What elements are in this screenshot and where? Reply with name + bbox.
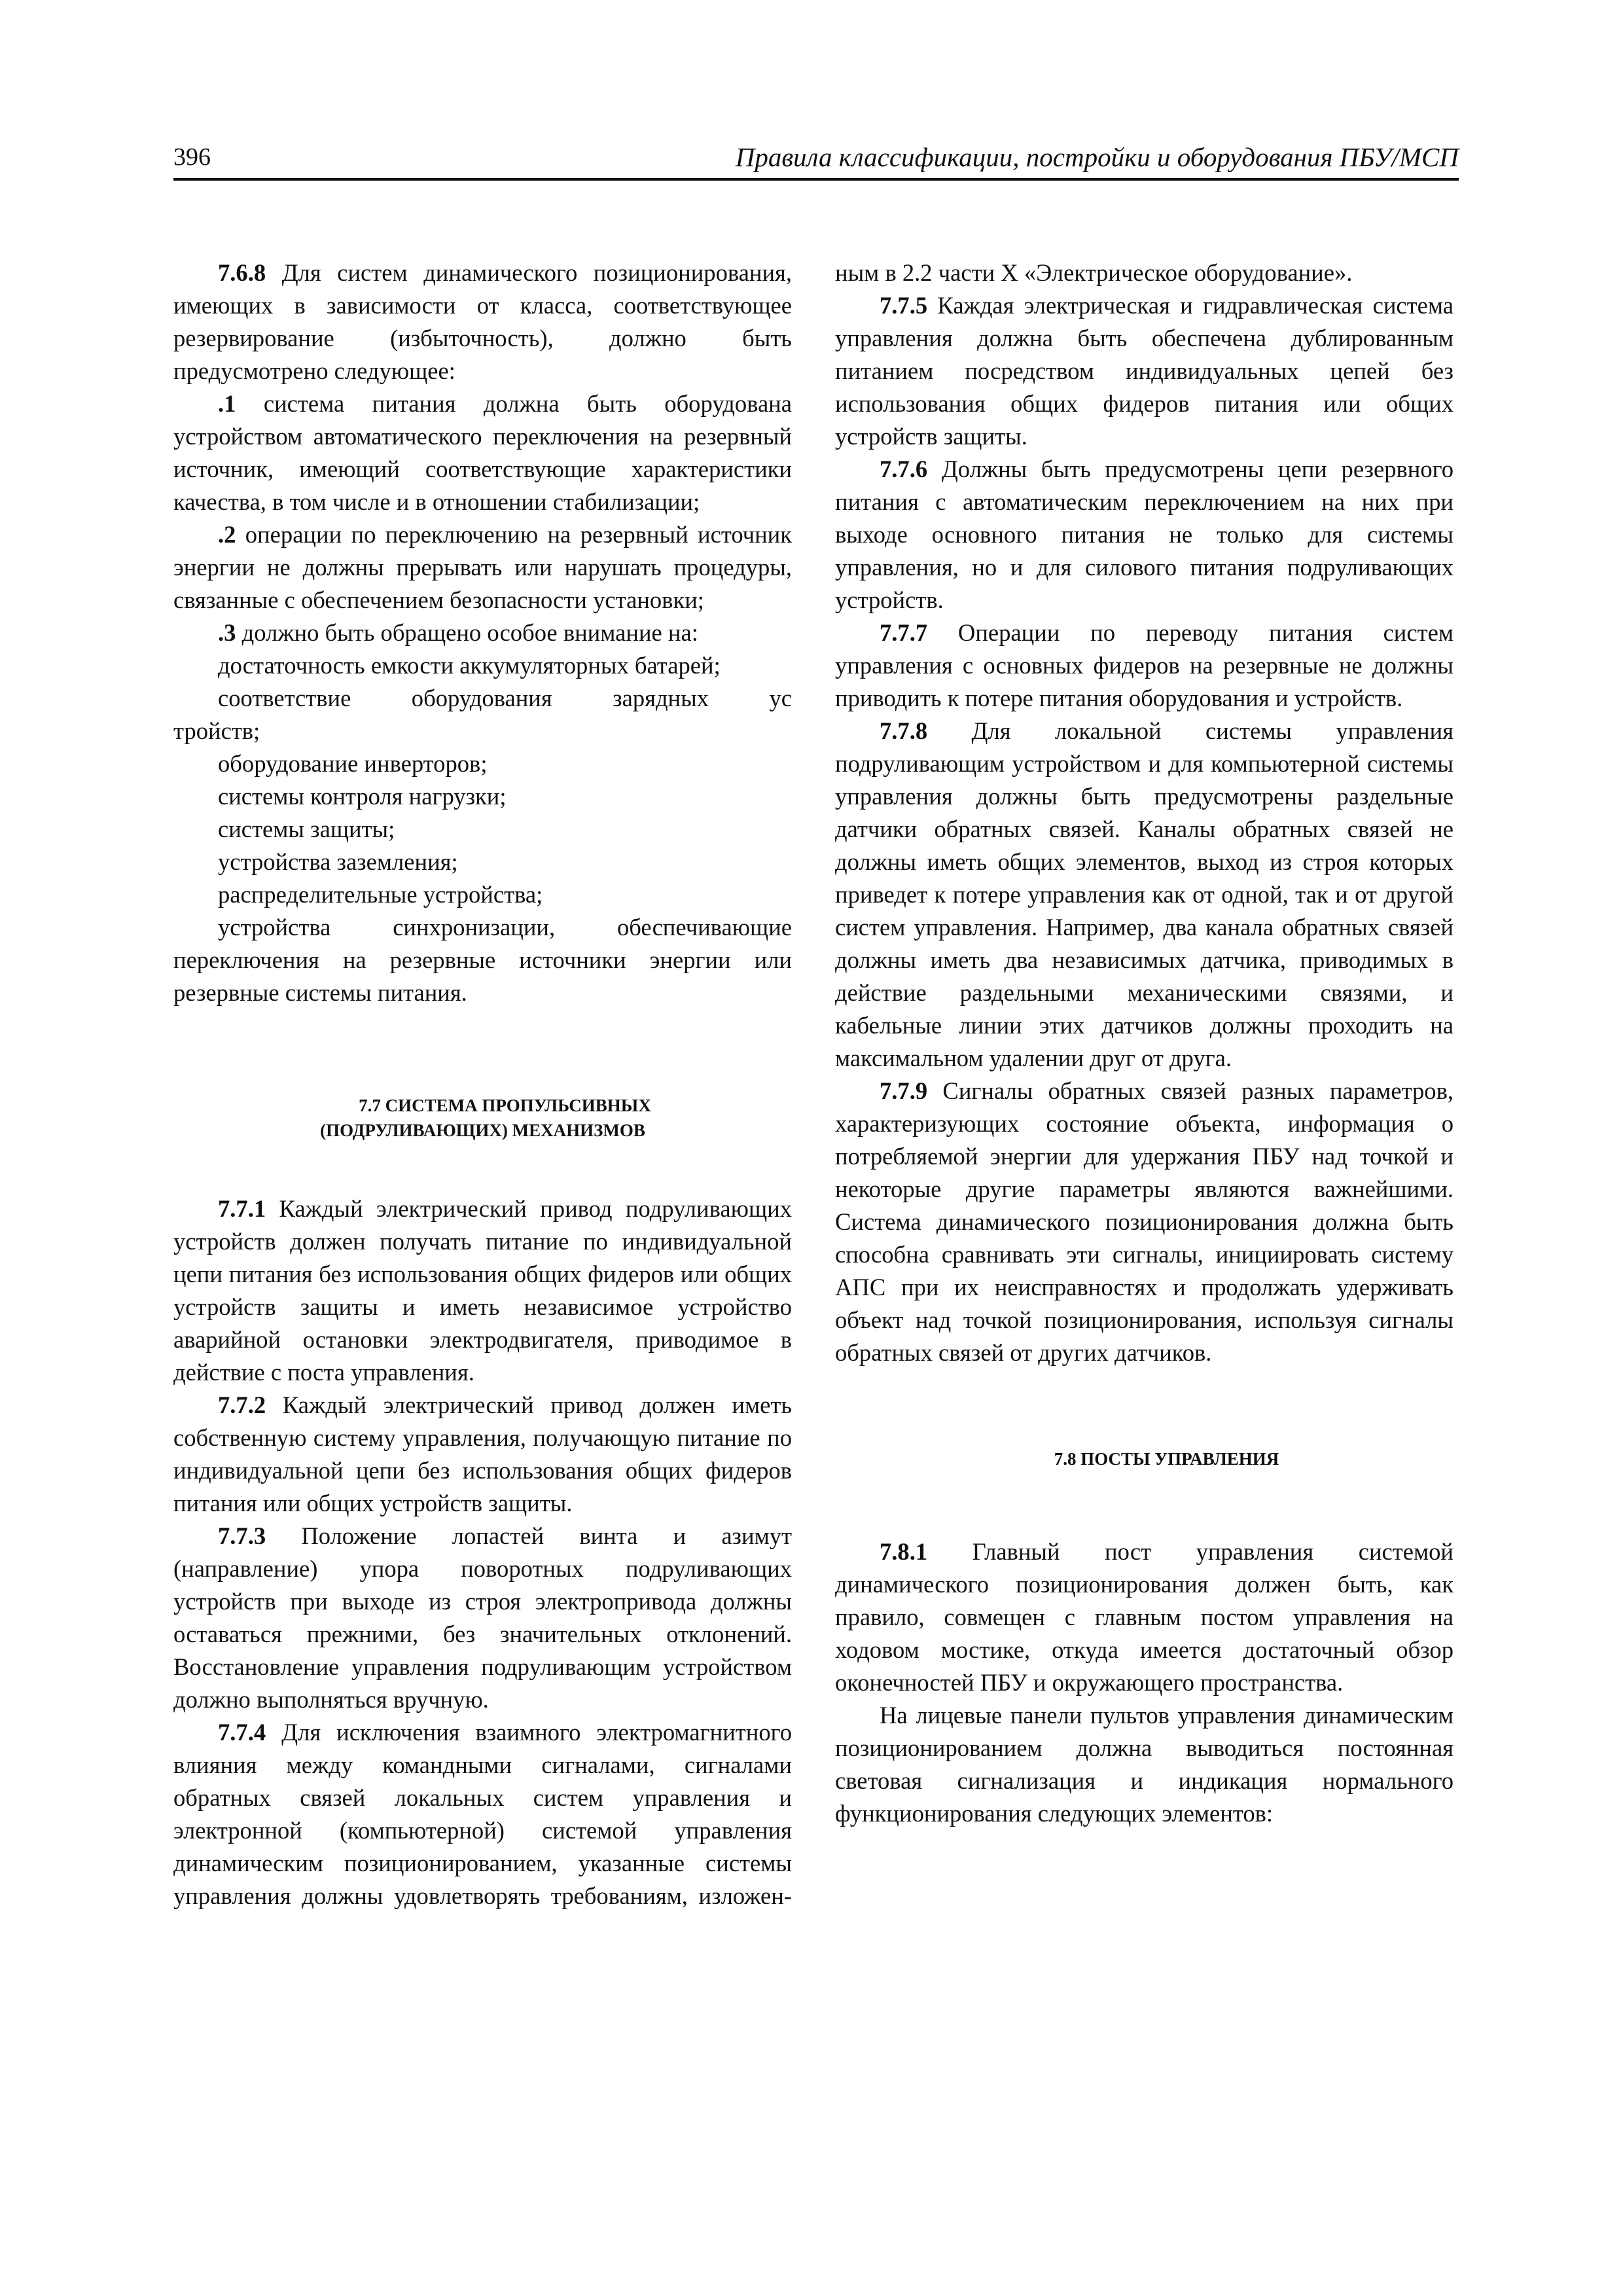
list-item-2	[173, 518, 792, 617]
sub-item: системы контроля нагрузки;	[218, 783, 507, 810]
running-title: Правила классификации, постройки и оборудования ПБУ/МСП	[735, 142, 1459, 172]
paragraph-text: Главный пост управления системой динамического позиционирования должен быть, как правило, совмещен с главным постом управления на ходовом мостике, откуда имеется достаточный обзор оконечностей ПБУ и окружающего пространства.	[835, 1538, 1454, 1696]
paragraph-7-7-9	[835, 1075, 1454, 1369]
paragraph-7-8-1	[835, 1535, 1454, 1699]
clause-number: 7.7.3	[218, 1522, 266, 1549]
sub-item: распределительные устройства;	[218, 881, 543, 908]
sub-item: соответствие оборудования зарядных ус	[218, 685, 792, 711]
paragraph-7-7-2	[173, 1389, 792, 1520]
paragraph-text: Каждый электрический привод подруливающих устройств должен получать питание по индивидуальной цепи питания без использования общих фидеров или общих устройств защиты и иметь независимое устройство аварийной остановки электродвигателя, приводимое в действие с поста управления.	[173, 1195, 792, 1386]
left-column	[173, 257, 792, 1912]
paragraph-text: Сигналы обратных связей разных параметров, характеризующих состояние объекта, информация о потребляемой энергии для удержания ПБУ над точкой и некоторые другие параметры являются важнейшими. Система динамического позиционирования должна быть способна сравнивать эти сигналы, инициировать систему АПС при их неисправностях и продолжать удерживать объект над точкой позиционирования, используя сигналы обратных связей от других датчиков.	[835, 1077, 1454, 1366]
paragraph-7-7-4-continuation: ным в 2.2 части X «Электрическое оборудование».	[835, 259, 1353, 286]
sub-item: системы защиты;	[218, 816, 395, 842]
paragraph-text: Для локальной системы управления подруливающим устройством и для компьютерной системы управления должны быть предусмотрены раздельные датчики обратных связей. Каналы обратных связей не должны иметь общих элементов, выход из строя которых приведет к потере управления как от одной, так и от другой систем управления. Например, два канала обратных связей должны иметь два независимых датчика, приводимых в действие раздельными механическими связями, и кабельные линии этих датчиков должны проходить на максимальном удалении друг от друга.	[835, 717, 1454, 1071]
clause-number: 7.7.6	[880, 456, 928, 482]
paragraph-7-7-7	[835, 617, 1454, 715]
list-item-3	[173, 617, 792, 649]
clause-number: 7.6.8	[218, 259, 266, 286]
clause-number: 7.7.4	[218, 1719, 266, 1746]
item-number: .1	[218, 390, 236, 417]
sub-item: оборудование инверторов;	[218, 750, 488, 777]
paragraph-7-7-6	[835, 453, 1454, 617]
paragraph-text: Операции по переводу питания систем управления с основных фидеров на резервные не должны приводить к потере питания оборудования и устройств.	[835, 619, 1454, 711]
paragraph-7-7-3	[173, 1520, 792, 1716]
item-text: должно быть обращено особое внимание на:	[236, 619, 698, 646]
right-column	[835, 257, 1454, 1830]
list-item-1	[173, 387, 792, 518]
paragraph-7-8-1-b: На лицевые панели пультов управления динамическим позиционированием должна выводиться постоянная световая сигнализация и индикация нормального функционирования следующих элементов:	[835, 1702, 1454, 1827]
sub-item: устройства заземления;	[218, 848, 458, 875]
section-heading-7-8: 7.8 ПОСТЫ УПРАВЛЕНИЯ	[1054, 1449, 1279, 1469]
clause-number: 7.7.7	[880, 619, 928, 646]
paragraph-7-7-5	[835, 289, 1454, 453]
item-text: операции по переключению на резервный источник энергии не должны прерывать или нарушать процедуры, связанные с обеспечением безопасности установки;	[173, 521, 792, 613]
paragraph-text: Должны быть предусмотрены цепи резервного питания с автоматическим переключением на них при выходе основного питания не только для системы управления, но и для силового питания подруливающих устройств.	[835, 456, 1454, 613]
clause-number: 7.7.1	[218, 1195, 266, 1222]
paragraph-text: Каждый электрический привод должен иметь собственную систему управления, получающую питание по индивидуальной цепи без использования общих фидеров питания или общих устройств защиты.	[173, 1391, 792, 1516]
paragraph-7-7-8	[835, 715, 1454, 1075]
clause-number: 7.8.1	[880, 1538, 928, 1565]
clause-number: 7.7.8	[880, 717, 928, 744]
item-number: .3	[218, 619, 236, 646]
paragraph-text: Для исключения взаимного электромагнитного влияния между командными сигналами, сигналами обратных связей локальных систем управления и электронной (компьютерной) системой управления динамическим позиционированием, указанные системы управления должны удовлетворять требованиям, изложен-	[173, 1719, 792, 1909]
page-header	[173, 139, 1459, 181]
sub-item-continuation: тройств;	[173, 717, 260, 744]
paragraph-7-7-4	[173, 1716, 792, 1912]
clause-number: 7.7.9	[880, 1077, 928, 1104]
sub-item: достаточность емкости аккумуляторных батарей;	[218, 652, 721, 679]
paragraph-7-6-8	[173, 257, 792, 387]
section-heading-line: (ПОДРУЛИВАЮЩИХ) МЕХАНИЗМОВ	[320, 1121, 645, 1140]
paragraph-text: Положение лопастей винта и азимут (направление) упора поворотных подруливающих устройств при выходе из строя электропривода должны оставаться прежними, без значительных отклонений. Восстановление управления подруливающим устройством должно выполняться вручную.	[173, 1522, 792, 1713]
clause-number: 7.7.2	[218, 1391, 266, 1418]
paragraph-text: Каждая электрическая и гидравлическая система управления должна быть обеспечена дублированным питанием посредством индивидуальных цепей без использования общих фидеров питания или общих устройств защиты.	[835, 292, 1454, 450]
paragraph-7-7-1	[173, 1193, 792, 1389]
section-heading-line: 7.7 СИСТЕМА ПРОПУЛЬСИВНЫХ	[359, 1096, 651, 1115]
section-heading-7-7	[173, 1093, 792, 1143]
paragraph-text: Для систем динамического позиционирования, имеющих в зависимости от класса, соответствующее резервирование (избыточность), должно быть предусмотрено следующее:	[173, 259, 792, 384]
item-number: .2	[218, 521, 236, 548]
clause-number: 7.7.5	[880, 292, 928, 319]
page-number: 396	[173, 143, 211, 171]
item-text: система питания должна быть оборудована устройством автоматического переключения на резервный источник, имеющий соответствующие характеристики качества, в том числе и в отношении стабилизации;	[173, 390, 792, 515]
sub-item: устройства синхронизации, обеспечивающие переключения на резервные источники энергии или резервные системы питания.	[173, 914, 792, 1006]
